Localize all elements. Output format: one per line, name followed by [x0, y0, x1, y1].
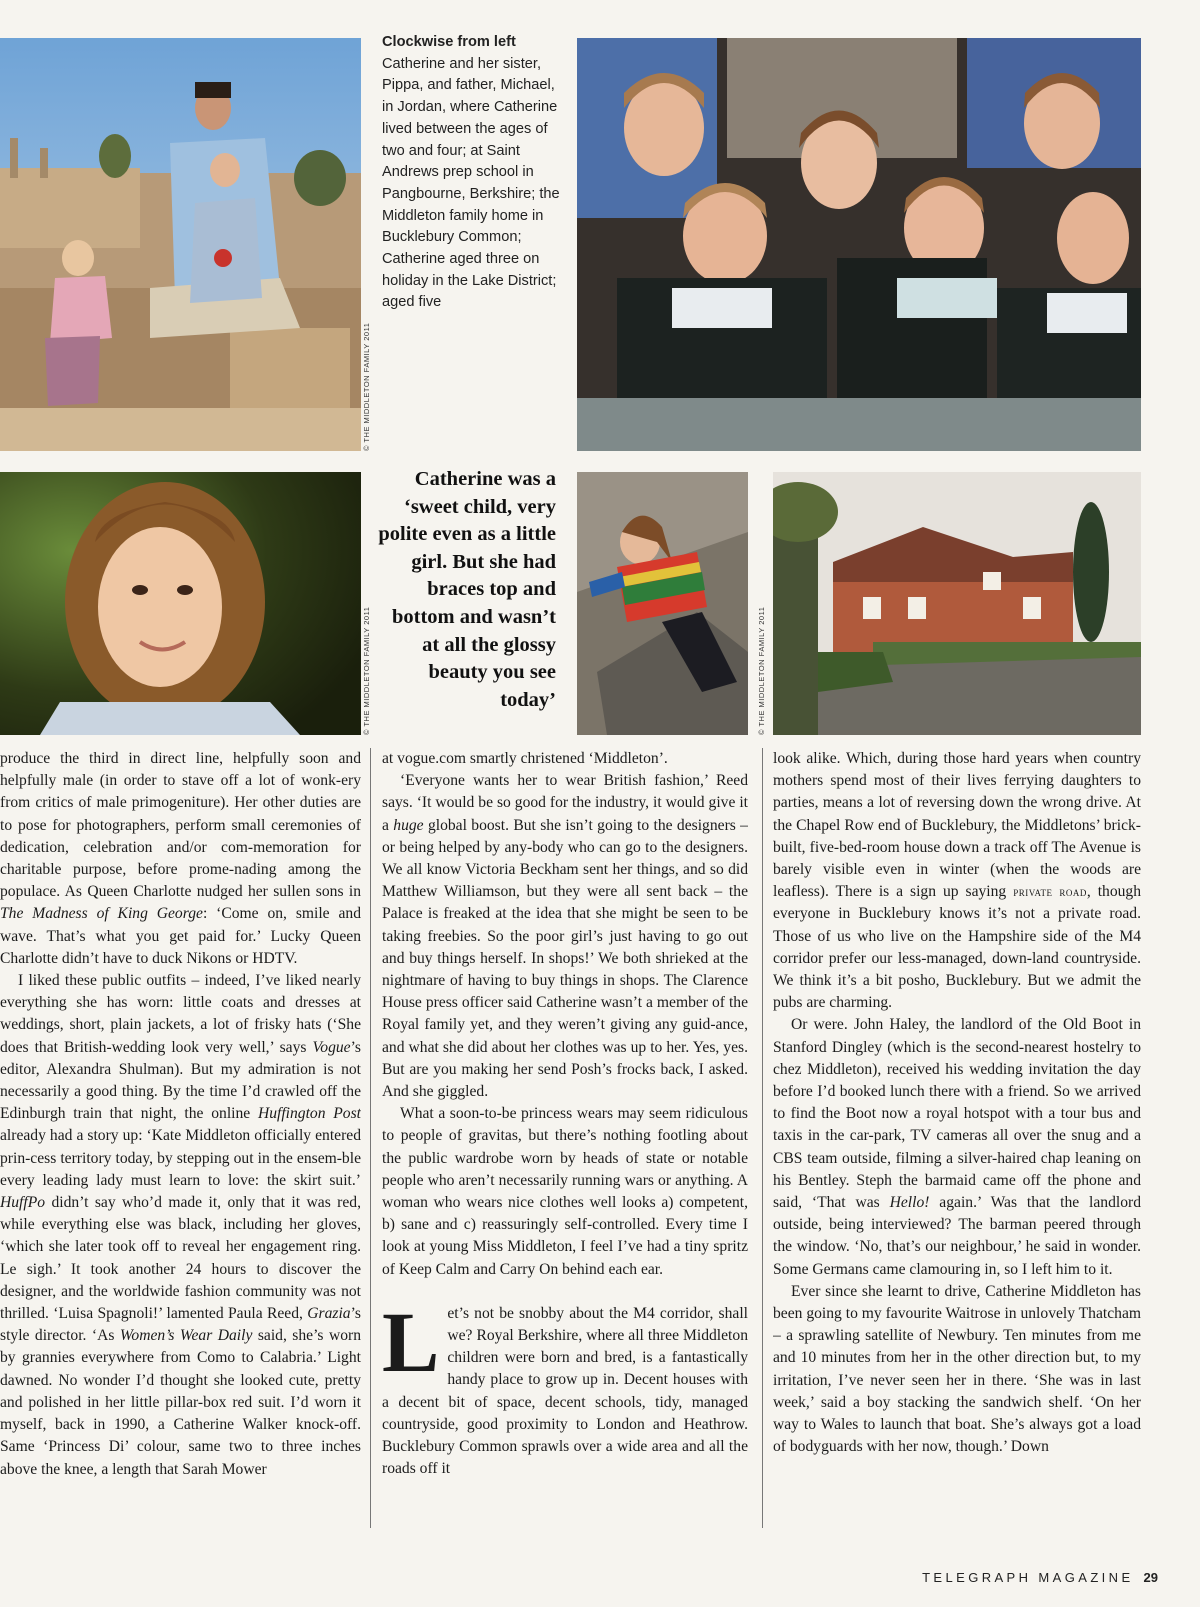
article-paragraph: produce the third in direct line, helpfully soon and helpfully male (in order to stave off a lot of wonk-ery from critics of male primogeniture). Her other duties are to pose for photographers, perform small ceremonies of dedication, celebration and/or com-memoration for charitable purpose, before prome-nading among the populace. As Queen Charlotte nudged her sullen sons in The Madness of King George: ‘Come on, smile and wave. That’s what you get paid for.’ Lucky Queen Charlotte didn’t have to duck Nikons or HDTV. [0, 750, 361, 967]
column-rule [370, 748, 371, 1528]
caption-body: Catherine and her sister, Pippa, and father, Michael, in Jordan, where Catherine lived between the ages of two and four; at Saint Andrews prep school in Pangbourne, Berkshire; the Middleton family home in Bucklebury Common; Catherine aged three on holiday in the Lake District; aged five [382, 55, 560, 311]
article-column-1 [0, 748, 361, 1548]
article-paragraph: look alike. Which, during those hard years when country mothers spend most of their lives ferrying daughters to parties, means a lot of reversing down the wrong drive. At the Chapel Row end of Bucklebury, the Middletons’ brick-built, five-bed-room house down a track off The Avenue is barely visible even in winter (when the woods are leafless). There is a sign up saying private road, though everyone in Bucklebury knows it’s not a private road. Those of us who live on the Hampshire side of the M4 corridor prefer our less-managed, down-land countryside. We think it’s a bit posho, Bucklebury. But we admit the pubs are charming. [773, 750, 1141, 1012]
photo-credit-2: © THE MIDDLETON FAMILY 2011 [362, 606, 371, 735]
page-footer [922, 1570, 1158, 1585]
magazine-name: TELEGRAPH MAGAZINE [922, 1570, 1134, 1585]
photo-credit-1: © THE MIDDLETON FAMILY 2011 [362, 322, 371, 451]
article-paragraph: at vogue.com smartly christened ‘Middleton’. [382, 750, 668, 767]
photo-jordan [0, 38, 361, 451]
photo-climbing [577, 472, 748, 735]
article-column-3 [773, 748, 1141, 1548]
pull-quote: Catherine was a ‘sweet child, very polite even as a little girl. But she had braces top and bottom and wasn’t at all the glossy beauty you see today’ [378, 468, 556, 711]
photo-house [773, 472, 1141, 735]
article-paragraph: Ever since she learnt to drive, Catherine Middleton has been going to my favourite Waitrose in unlovely Thatcham – a sprawling satellite of Newbury. Ten minutes from me and 10 minutes from her in the other direction but, to my irritation, I’ve never seen her in there. ‘She was in last week,’ said a boy stacking the sandwich shelf. ‘On her way to Wales to launch that boat. She’s always got a load of bodyguards with her now, though.’ Down [773, 1282, 1141, 1456]
article-column-2 [382, 748, 748, 1548]
article-paragraph: Let’s not be snobby about the M4 corridor, shall we? Royal Berkshire, where all three Middleton children were born and bred, is a fantastically handy place to grow up in. Decent houses with a decent bit of space, decent schools, tidy, managed countryside, good proximity to London and Heathrow. Bucklebury Common sprawls over a wide area and all the roads off it [382, 1293, 748, 1478]
article-paragraph: What a soon-to-be princess wears may seem ridiculous to people of gravitas, but there’s nothing footling about the public wardrobe worn by heads of state or notable people who aren’t necessarily running wars or anything. A woman who wears nice clothes well looks a) competent, b) sane and c) reassuringly self-controlled. Every time I look at young Miss Middleton, I feel I’ve had a tiny spritz of Keep Calm and Carry On behind each ear. [382, 1105, 748, 1278]
article-paragraph: I liked these public outfits – indeed, I’ve liked nearly everything she has worn: little coats and dresses at weddings, short, plain jackets, a lot of frisky hats (‘She does that British-wedding look very well,’ says Vogue’s editor, Alexandra Shulman). But my admiration is not necessarily a good thing. By the time I’d crawled off the Edinburgh train that night, the online Huffington Post already had a story up: ‘Kate Middleton officially entered prin-cess territory today, by stepping out in the ensem-ble every leading lady must learn to love: the skirt suit.’ HuffPo didn’t say who’d made it, only that it was red, while everything else was black, including her gloves, ‘which she later took off to reveal her engagement ring. Le sigh.’ It took another 24 hours to discover the designer, and the worldwide fashion community was not thrilled. ‘Luisa Spagnoli!’ lamented Paula Reed, Grazia’s style director. ‘As Women’s Wear Daily said, she’s worn by grannies everywhere from Como to Calabria.’ Light dawned. No wonder I’d thought she looked cute, pretty and polished in her little pillar-box red suit. I’d worn it myself, back in 1990, a Catherine Walker knock-off. Same ‘Princess Di’ colour, same two to three inches above the knee, a length that Sarah Mower [0, 972, 361, 1478]
article-paragraph: Or were. John Haley, the landlord of the Old Boot in Stanford Dingley (which is the second-nearest hostelry to chez Middleton), received his wedding invitation the day before I’d booked lunch there with a friend. So we arrived to find the Boot now a royal hotspot with a tour bus and taxis in the car-park, TV cameras all over the snug and a CBS team outside, filming a silver-haired chap leaning on his Bentley. Steph the barmaid came off the phone and said, ‘That was Hello! again.’ Was that the landlord outside, being interviewed? The barman peered through the window. ‘No, that’s our neighbour,’ he said in wonder. Some Germans came clamouring in, so I left him to it. [773, 1016, 1141, 1278]
photo-caption [382, 32, 560, 314]
page-number: 29 [1143, 1570, 1158, 1585]
photo-credit-3: © THE MIDDLETON FAMILY 2011 [757, 606, 766, 735]
column-rule [762, 748, 763, 1528]
drop-cap: L [382, 1293, 440, 1390]
photo-portrait [0, 472, 361, 735]
photo-school [577, 38, 1141, 451]
caption-title: Clockwise from left [382, 34, 516, 50]
article-paragraph: ‘Everyone wants her to wear British fashion,’ Reed says. ‘It would be so good for the industry, it would give it a huge global boost. But she isn’t going to the designers – or being helped by any-body who can go to the designers. We all know Victoria Beckham sent her things, and so did Matthew Williamson, but they were all sent back – the Palace is freaked at the idea that she might be seen to be taking freebies. So the poor girl’s just having to go out and buy things herself. In shops!’ We both shrieked at the nightmare of having to buy things in shops. The Clarence House press officer said Catherine wasn’t a member of the Royal family yet, and they weren’t giving any guid-ance, and what she did about her clothes was up to her. Yes, yes. But are you making her send Posh’s frocks back, I asked. And she giggled. [382, 772, 748, 1101]
